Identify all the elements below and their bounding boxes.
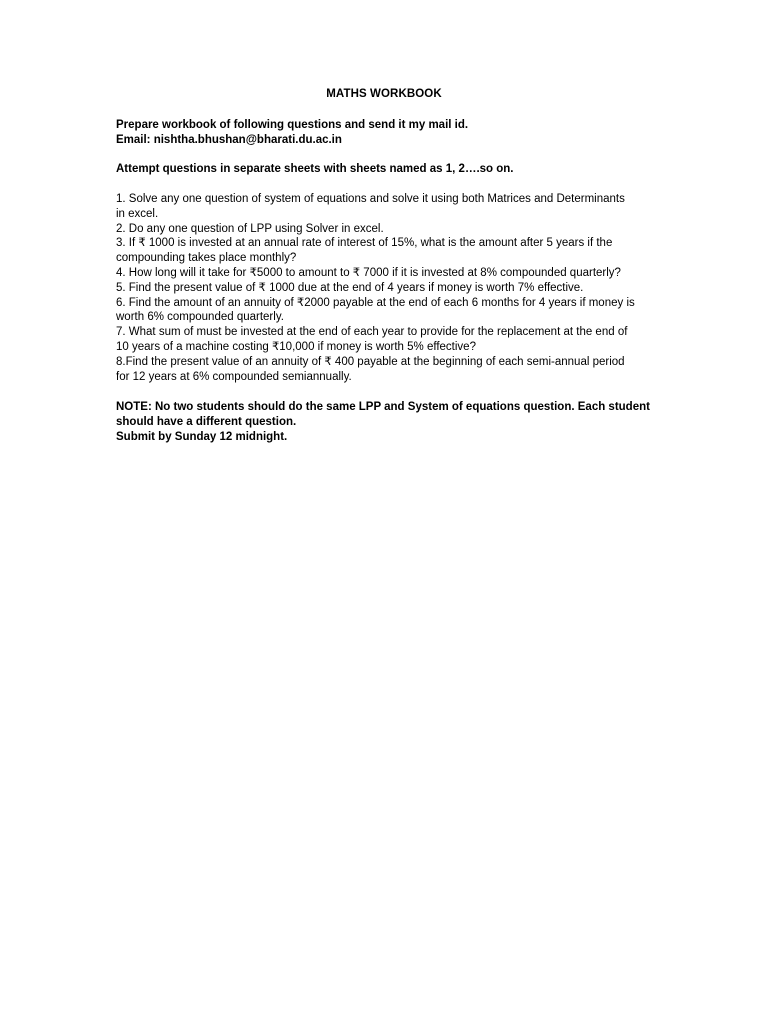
question-2-line-1: 2. Do any one question of LPP using Solver in excel. [116, 222, 384, 235]
question-8-line-2: for 12 years at 6% compounded semiannually. [116, 370, 352, 383]
question-7-line-2: 10 years of a machine costing ₹10,000 if money is worth 5% effective? [116, 340, 476, 353]
question-3-line-2: compounding takes place monthly? [116, 252, 297, 265]
questions-list [116, 192, 656, 384]
question-6-line-2: worth 6% compounded quarterly. [116, 311, 284, 324]
question-4-line-1: 4. How long will it take for ₹5000 to amount to ₹ 7000 if it is invested at 8% compounded quarterly? [116, 266, 621, 279]
question-8-line-1: 8.Find the present value of an annuity of ₹ 400 payable at the beginning of each semi-annual period [116, 355, 625, 368]
note-section [116, 400, 656, 444]
question-1-line-2: in excel. [116, 207, 159, 220]
question-6-line-1: 6. Find the amount of an annuity of ₹2000 payable at the end of each 6 months for 4 years if money is [116, 296, 635, 309]
attempt-instruction [116, 162, 656, 177]
question-3-line-1: 3. If ₹ 1000 is invested at an annual rate of interest of 15%, what is the amount after 5 years if the [116, 237, 613, 250]
intro-section [116, 118, 656, 148]
submit-line: Submit by Sunday 12 midnight. [116, 430, 288, 443]
question-5-line-1: 5. Find the present value of ₹ 1000 due at the end of 4 years if money is worth 7% effective. [116, 281, 584, 294]
question-7-line-1: 7. What sum of must be invested at the end of each year to provide for the replacement at the end of [116, 326, 628, 339]
question-1-line-1: 1. Solve any one question of system of equations and solve it using both Matrices and Determinants [116, 193, 625, 205]
note-line-2: should have a different question. [116, 415, 297, 428]
email-line: Email: nishtha.bhushan@bharati.du.ac.in [116, 133, 342, 146]
attempt-line: Attempt questions in separate sheets with sheets named as 1, 2….so on. [116, 163, 514, 175]
note-line-1: NOTE: No two students should do the same LPP and System of equations question. Each student [116, 401, 650, 413]
document-title: MATHS WORKBOOK [326, 88, 442, 100]
intro-line: Prepare workbook of following questions and send it my mail id. [116, 119, 469, 131]
